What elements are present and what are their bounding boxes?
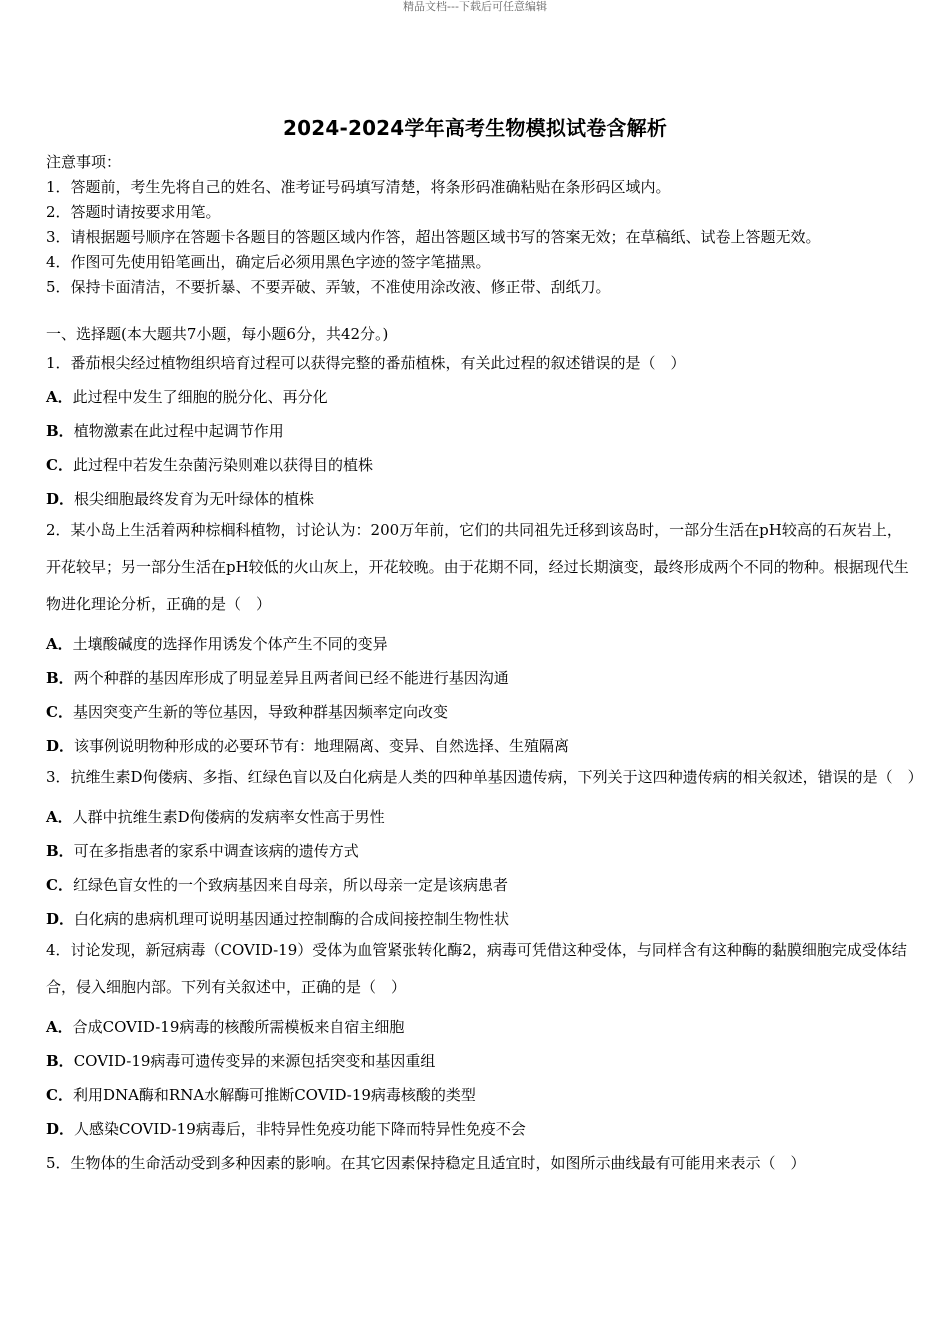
option-label: A． bbox=[46, 388, 73, 406]
option-text: 此过程中发生了细胞的脱分化、再分化 bbox=[72, 388, 328, 406]
option-label: A． bbox=[46, 635, 73, 653]
option-text: 人感染COVID-19病毒后，非特异性免疫功能下降而特异性免疫不会 bbox=[74, 1120, 526, 1138]
question-stem: 1．番茄根尖经过植物组织培育过程可以获得完整的番茄植株，有关此过程的叙述错误的是（ ） bbox=[46, 354, 686, 372]
question-3 bbox=[46, 759, 923, 932]
option-text: 两个种群的基因库形成了明显差异且两者间已经不能进行基因沟通 bbox=[73, 669, 509, 687]
option-label: C． bbox=[46, 456, 73, 474]
option-c bbox=[46, 700, 916, 725]
question-stem: 4．讨论发现，新冠病毒（COVID-19）受体为血管紧张转化酶2，病毒可凭借这种受体，与同样含有这种酶的黏膜细胞完成受体结合，侵入细胞内部。下列有关叙述中，正确的是（ ） bbox=[46, 941, 907, 996]
option-text: 此过程中若发生杂菌污染则难以获得目的植株 bbox=[72, 456, 373, 474]
option-d bbox=[46, 487, 916, 512]
notice-section bbox=[46, 150, 916, 300]
page-title: 2024-2024学年高考生物模拟试卷含解析 bbox=[282, 116, 668, 140]
option-b bbox=[46, 419, 916, 444]
option-text: 基因突变产生新的等位基因，导致种群基因频率定向改变 bbox=[72, 703, 448, 721]
option-a bbox=[46, 632, 916, 657]
question-2 bbox=[46, 512, 916, 759]
option-d bbox=[46, 1117, 916, 1142]
option-text: 合成COVID-19病毒的核酸所需模板来自宿主细胞 bbox=[72, 1018, 405, 1036]
option-label: D． bbox=[46, 1120, 75, 1138]
question-1 bbox=[46, 351, 916, 512]
option-text: 根尖细胞最终发育为无叶绿体的植株 bbox=[74, 490, 315, 508]
option-text: 人群中抗维生素D佝偻病的发病率女性高于男性 bbox=[72, 808, 385, 826]
option-label: D． bbox=[46, 910, 75, 928]
question-4 bbox=[46, 932, 916, 1142]
option-label: A． bbox=[46, 1018, 73, 1036]
notice-item: 4．作图可先使用铅笔画出，确定后必须用黑色字迹的签字笔描黑。 bbox=[46, 253, 491, 271]
option-label: B． bbox=[46, 1052, 74, 1070]
section-heading: 一、选择题(本大题共7小题，每小题6分，共42分。) bbox=[46, 325, 389, 343]
notice-item: 1．答题前，考生先将自己的姓名、准考证号码填写清楚，将条形码准确粘贴在条形码区域内。 bbox=[46, 178, 671, 196]
option-b bbox=[46, 666, 916, 691]
option-a bbox=[46, 1015, 916, 1040]
option-text: 红绿色盲女性的一个致病基因来自母亲，所以母亲一定是该病患者 bbox=[72, 876, 508, 894]
option-label: B． bbox=[46, 422, 74, 440]
option-label: C． bbox=[46, 876, 73, 894]
option-c bbox=[46, 1083, 916, 1108]
option-text: 可在多指患者的家系中调查该病的遗传方式 bbox=[73, 842, 359, 860]
option-b bbox=[46, 839, 916, 864]
option-label: B． bbox=[46, 842, 74, 860]
option-d bbox=[46, 734, 916, 759]
option-a bbox=[46, 805, 916, 830]
option-label: D． bbox=[46, 737, 75, 755]
question-stem: 3．抗维生素D佝偻病、多指、红绿色盲以及白化病是人类的四种单基因遗传病，下列关于这四种遗传病的相关叙述，错误的是（ ） bbox=[46, 768, 923, 786]
question-stem: 2．某小岛上生活着两种棕榈科植物，讨论认为：200万年前，它们的共同祖先迁移到该岛时，一部分生活在pH较高的石灰岩上，开花较早；另一部分生活在pH较低的火山灰上，开花较晚。由于花期不同，经过长期演变，最终形成两个不同的物种。根据现代生物进化理论分析，正确的是（ ） bbox=[46, 521, 909, 613]
option-text: 植物激素在此过程中起调节作用 bbox=[73, 422, 284, 440]
notice-item: 5．保持卡面清洁，不要折暴、不要弄破、弄皱，不准使用涂改液、修正带、刮纸刀。 bbox=[46, 278, 611, 296]
option-text: 利用DNA酶和RNA水解酶可推断COVID-19病毒核酸的类型 bbox=[72, 1086, 476, 1104]
option-label: C． bbox=[46, 703, 73, 721]
document-body bbox=[46, 150, 923, 1176]
notice-item: 3．请根据题号顺序在答题卡各题目的答题区域内作答，超出答题区域书写的答案无效；在草稿纸、试卷上答题无效。 bbox=[46, 228, 821, 246]
option-text: 土壤酸碱度的选择作用诱发个体产生不同的变异 bbox=[72, 635, 388, 653]
notice-item: 2．答题时请按要求用笔。 bbox=[46, 203, 221, 221]
option-a bbox=[46, 385, 916, 410]
option-d bbox=[46, 907, 916, 932]
option-text: COVID-19病毒可遗传变异的来源包括突变和基因重组 bbox=[73, 1052, 436, 1070]
option-text: 该事例说明物种形成的必要环节有：地理隔离、变异、自然选择、生殖隔离 bbox=[74, 737, 570, 755]
page-header-note: 精品文档---下载后可任意编辑 bbox=[403, 0, 547, 13]
question-stem: 5．生物体的生命活动受到多种因素的影响。在其它因素保持稳定且适宜时，如图所示曲线最有可能用来表示（ ） bbox=[46, 1154, 806, 1172]
option-label: A． bbox=[46, 808, 73, 826]
option-label: C． bbox=[46, 1086, 73, 1104]
option-b bbox=[46, 1049, 916, 1074]
notice-heading: 注意事项： bbox=[46, 153, 122, 171]
option-c bbox=[46, 873, 916, 898]
option-text: 白化病的患病机理可说明基因通过控制酶的合成间接控制生物性状 bbox=[74, 910, 510, 928]
option-c bbox=[46, 453, 916, 478]
option-label: D． bbox=[46, 490, 75, 508]
option-label: B． bbox=[46, 669, 74, 687]
question-5 bbox=[46, 1151, 916, 1176]
